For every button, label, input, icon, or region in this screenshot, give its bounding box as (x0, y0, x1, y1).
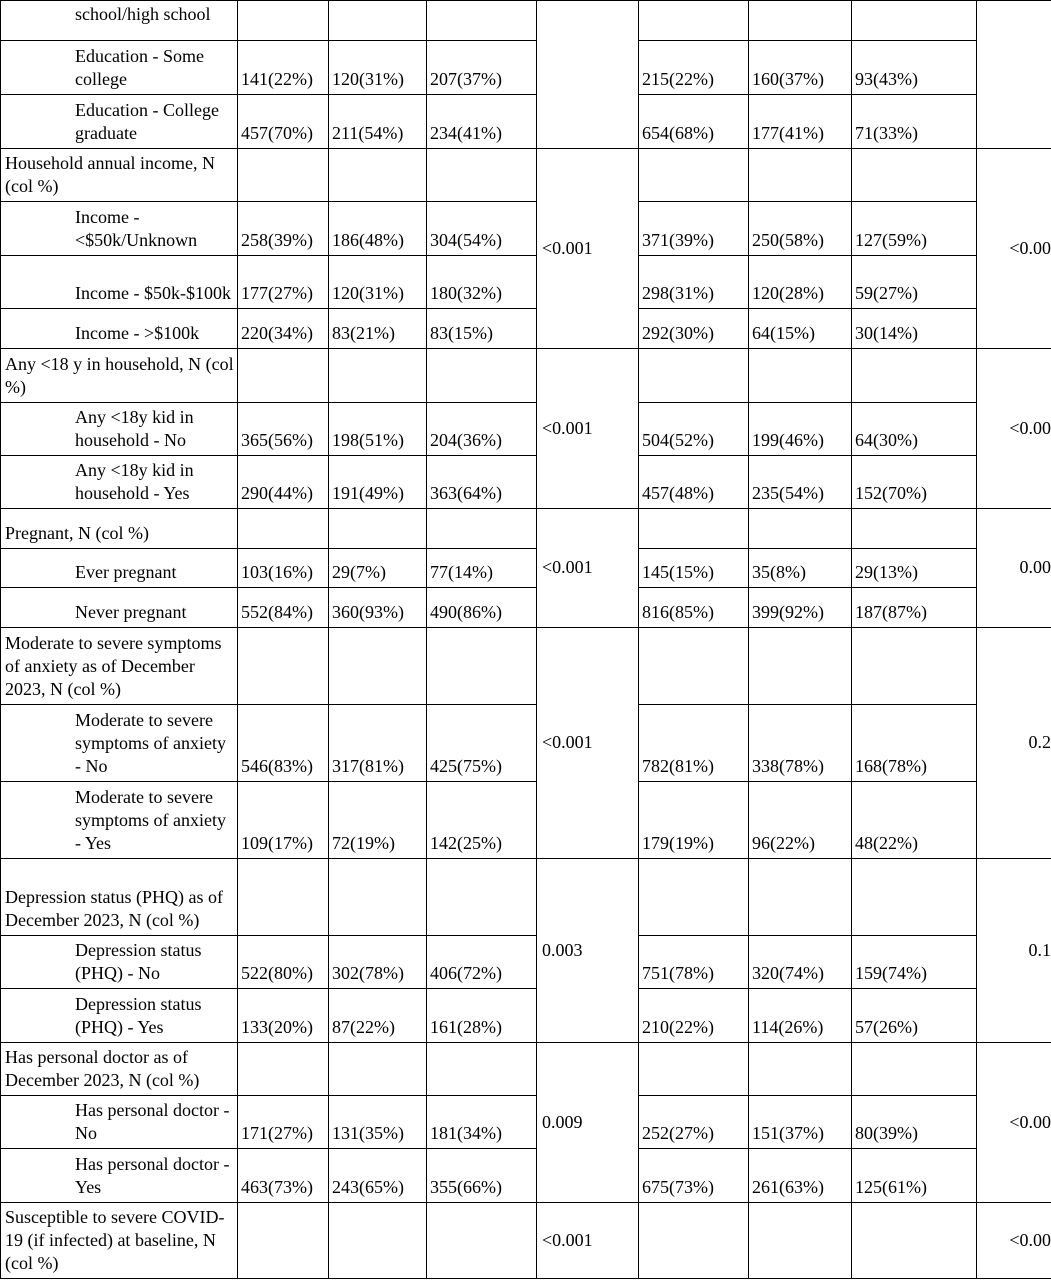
cell: 152(70%) (852, 456, 977, 509)
p-value-2: <0.00 (977, 1203, 1051, 1279)
cell: 302(78%) (329, 936, 427, 989)
p-value-1: 0.003 (537, 859, 639, 1043)
cell: 360(93%) (329, 588, 427, 628)
cell: 142(25%) (427, 782, 537, 859)
row-label: school/high school (1, 1, 238, 41)
cell: 235(54%) (749, 456, 852, 509)
cell: 159(74%) (852, 936, 977, 989)
table-row (1, 628, 1051, 705)
section-header: Susceptible to severe COVID-19 (if infected) at baseline, N (col %) (1, 1203, 238, 1279)
p-value-2: <0.00 (977, 1043, 1051, 1203)
table-row (1, 149, 1051, 202)
cell: 64(30%) (852, 403, 977, 456)
p-value-2: 0.2 (977, 628, 1051, 859)
cell: 198(51%) (329, 403, 427, 456)
cell: 57(26%) (852, 989, 977, 1043)
section-header: Household annual income, N (col %) (1, 149, 238, 202)
section-header: Pregnant, N (col %) (1, 509, 238, 549)
cell: 72(19%) (329, 782, 427, 859)
cell: 127(59%) (852, 202, 977, 256)
cell: 463(73%) (238, 1149, 329, 1203)
cell: 504(52%) (639, 403, 749, 456)
row-label: Income - >$100k (1, 309, 238, 349)
cell: 522(80%) (238, 936, 329, 989)
cell: 320(74%) (749, 936, 852, 989)
cell: 425(75%) (427, 705, 537, 782)
cell: 77(14%) (427, 549, 537, 588)
cell: 48(22%) (852, 782, 977, 859)
cell: 83(21%) (329, 309, 427, 349)
cell: 191(49%) (329, 456, 427, 509)
row-label: Depression status (PHQ) - No (1, 936, 238, 989)
cell: 816(85%) (639, 588, 749, 628)
table-row (1, 588, 1051, 628)
cell: 120(31%) (329, 41, 427, 95)
cell: 125(61%) (852, 1149, 977, 1203)
cell: 220(34%) (238, 309, 329, 349)
table-row (1, 859, 1051, 936)
cell: 355(66%) (427, 1149, 537, 1203)
table-row (1, 403, 1051, 456)
table-row (1, 95, 1051, 149)
table-row (1, 1149, 1051, 1203)
cell: 317(81%) (329, 705, 427, 782)
row-label: Education - Some college (1, 41, 238, 95)
p-value-1: <0.001 (537, 1203, 639, 1279)
cell: 181(34%) (427, 1096, 537, 1149)
cell: 399(92%) (749, 588, 852, 628)
section-header: Has personal doctor as of December 2023, N (col %) (1, 1043, 238, 1096)
row-label: Has personal doctor - Yes (1, 1149, 238, 1203)
row-label: Any <18y kid in household - Yes (1, 456, 238, 509)
cell: 406(72%) (427, 936, 537, 989)
row-label: Any <18y kid in household - No (1, 403, 238, 456)
cell: 141(22%) (238, 41, 329, 95)
cell: 187(87%) (852, 588, 977, 628)
cell: 64(15%) (749, 309, 852, 349)
cell: 120(31%) (329, 256, 427, 309)
cell: 29(13%) (852, 549, 977, 588)
cell: 180(32%) (427, 256, 537, 309)
cell: 96(22%) (749, 782, 852, 859)
cell: 365(56%) (238, 403, 329, 456)
row-label: Depression status (PHQ) - Yes (1, 989, 238, 1043)
table-row (1, 1, 1051, 41)
p-value-2: 0.1 (977, 859, 1051, 1043)
cell: 161(28%) (427, 989, 537, 1043)
cell: 131(35%) (329, 1096, 427, 1149)
row-label: Income - <$50k/Unknown (1, 202, 238, 256)
cell: 546(83%) (238, 705, 329, 782)
cell: 204(36%) (427, 403, 537, 456)
cell: 80(39%) (852, 1096, 977, 1149)
cell: 177(27%) (238, 256, 329, 309)
row-label: Income - $50k-$100k (1, 256, 238, 309)
cell: 103(16%) (238, 549, 329, 588)
cell: 258(39%) (238, 202, 329, 256)
cell: 207(37%) (427, 41, 537, 95)
p-value-1: <0.001 (537, 509, 639, 628)
row-label: Moderate to severe symptoms of anxiety - No (1, 705, 238, 782)
row-label: Moderate to severe symptoms of anxiety - Yes (1, 782, 238, 859)
cell: 171(27%) (238, 1096, 329, 1149)
cell: 457(48%) (639, 456, 749, 509)
cell: 93(43%) (852, 41, 977, 95)
row-label: Has personal doctor - No (1, 1096, 238, 1149)
cell: 179(19%) (639, 782, 749, 859)
cell: 211(54%) (329, 95, 427, 149)
cell: 29(7%) (329, 549, 427, 588)
cell: 490(86%) (427, 588, 537, 628)
cell: 250(58%) (749, 202, 852, 256)
table-row (1, 509, 1051, 549)
cell: 30(14%) (852, 309, 977, 349)
cell: 145(15%) (639, 549, 749, 588)
row-label: Never pregnant (1, 588, 238, 628)
p-value-1: <0.001 (537, 349, 639, 509)
section-header: Moderate to severe symptoms of anxiety as of December 2023, N (col %) (1, 628, 238, 705)
row-label: Ever pregnant (1, 549, 238, 588)
cell: 782(81%) (639, 705, 749, 782)
cell: 160(37%) (749, 41, 852, 95)
p-value-1: <0.001 (537, 149, 639, 349)
table-row (1, 549, 1051, 588)
p-value-2: 0.00 (977, 509, 1051, 628)
cell: 675(73%) (639, 1149, 749, 1203)
cell: 120(28%) (749, 256, 852, 309)
cell: 457(70%) (238, 95, 329, 149)
table-row (1, 309, 1051, 349)
cell: 186(48%) (329, 202, 427, 256)
cell: 199(46%) (749, 403, 852, 456)
cell: 290(44%) (238, 456, 329, 509)
table-row (1, 782, 1051, 859)
cell: 292(30%) (639, 309, 749, 349)
table-row (1, 256, 1051, 309)
table-row (1, 1043, 1051, 1096)
cell: 252(27%) (639, 1096, 749, 1149)
cell: 215(22%) (639, 41, 749, 95)
cell: 109(17%) (238, 782, 329, 859)
p-value-1: <0.001 (537, 628, 639, 859)
p-value-2 (977, 1, 1051, 149)
cell: 298(31%) (639, 256, 749, 309)
cell: 177(41%) (749, 95, 852, 149)
cell: 371(39%) (639, 202, 749, 256)
cell: 234(41%) (427, 95, 537, 149)
row-label: Education - College graduate (1, 95, 238, 149)
table-row (1, 349, 1051, 403)
cell: 338(78%) (749, 705, 852, 782)
cell: 83(15%) (427, 309, 537, 349)
cell: 304(54%) (427, 202, 537, 256)
table-row (1, 41, 1051, 95)
table-row (1, 1096, 1051, 1149)
cell: 168(78%) (852, 705, 977, 782)
cell: 151(37%) (749, 1096, 852, 1149)
table-row (1, 202, 1051, 256)
cell: 261(63%) (749, 1149, 852, 1203)
table-row (1, 989, 1051, 1043)
cell: 35(8%) (749, 549, 852, 588)
table-row (1, 705, 1051, 782)
cell: 363(64%) (427, 456, 537, 509)
table-row (1, 456, 1051, 509)
cell: 114(26%) (749, 989, 852, 1043)
section-header: Any <18 y in household, N (col %) (1, 349, 238, 403)
table-row (1, 936, 1051, 989)
cell: 71(33%) (852, 95, 977, 149)
p-value-1 (537, 1, 639, 149)
cell: 210(22%) (639, 989, 749, 1043)
cell: 552(84%) (238, 588, 329, 628)
cell: 87(22%) (329, 989, 427, 1043)
p-value-2: <0.00 (977, 149, 1051, 349)
cell: 654(68%) (639, 95, 749, 149)
cell: 133(20%) (238, 989, 329, 1043)
p-value-2: <0.00 (977, 349, 1051, 509)
p-value-1: 0.009 (537, 1043, 639, 1203)
table-row (1, 1203, 1051, 1279)
cell: 243(65%) (329, 1149, 427, 1203)
section-header: Depression status (PHQ) as of December 2023, N (col %) (1, 859, 238, 936)
cell: 751(78%) (639, 936, 749, 989)
cell: 59(27%) (852, 256, 977, 309)
